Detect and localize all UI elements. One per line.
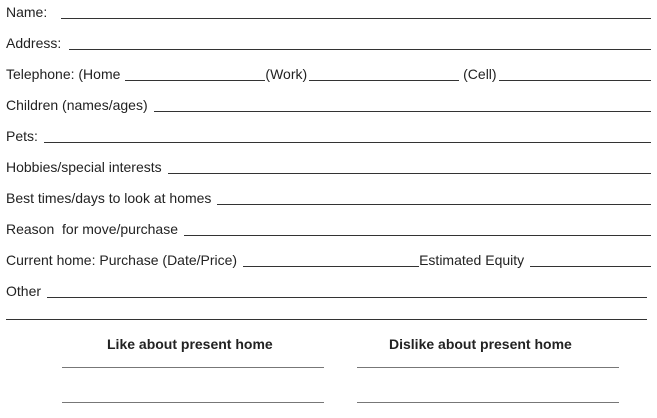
estimated-equity-field[interactable] [530,266,651,267]
telephone-home-label: Telephone: (Home [6,66,121,82]
pets-field[interactable] [44,142,651,143]
reason-field[interactable] [184,235,651,236]
telephone-row [6,64,651,84]
name-row [6,2,651,22]
address-row [6,33,651,53]
address-field[interactable] [69,49,651,50]
telephone-work-label: (Work) [265,66,308,82]
other-label: Other [6,283,42,299]
reason-row [6,219,651,239]
best-times-label: Best times/days to look at homes [6,190,212,206]
dislike-line[interactable] [357,402,619,403]
purchase-date-price-field[interactable] [243,266,419,267]
like-line[interactable] [62,402,324,403]
children-field[interactable] [154,111,651,112]
name-field[interactable] [61,18,651,19]
pets-label: Pets: [6,128,38,144]
telephone-cell-label: (Cell) [463,66,497,82]
telephone-work-field[interactable] [309,80,459,81]
children-row [6,95,651,115]
telephone-cell-field[interactable] [499,80,651,81]
other-field[interactable] [47,297,647,298]
best-times-row [6,188,651,208]
current-home-label: Current home: Purchase (Date/Price) [6,252,238,268]
hobbies-label: Hobbies/special interests [6,159,162,175]
like-line[interactable] [62,367,324,368]
children-label: Children (names/ages) [6,97,148,113]
hobbies-field[interactable] [168,173,651,174]
like-heading: Like about present home [107,336,273,352]
address-label: Address: [6,35,62,51]
estimated-equity-label: Estimated Equity [419,252,525,268]
current-home-row [6,250,651,270]
hobbies-row [6,157,651,177]
reason-label: Reason for move/purchase [6,221,178,237]
other-continuation-line[interactable] [6,319,647,320]
other-row [6,281,647,301]
pets-row [6,126,651,146]
name-label: Name: [6,4,48,20]
telephone-home-field[interactable] [125,80,265,81]
best-times-field[interactable] [217,204,651,205]
dislike-heading: Dislike about present home [389,336,572,352]
dislike-line[interactable] [357,367,619,368]
